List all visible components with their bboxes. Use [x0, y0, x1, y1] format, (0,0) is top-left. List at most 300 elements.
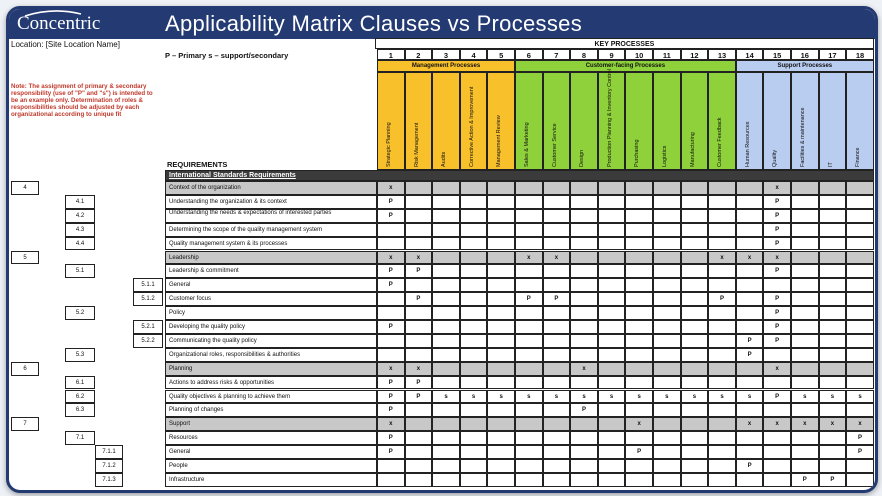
process-name: Quality: [772, 149, 779, 167]
matrix-cell: [598, 181, 626, 195]
matrix-cell: [487, 348, 515, 362]
responsibility-mark: P: [857, 449, 862, 456]
matrix-cell: [708, 278, 736, 292]
matrix-cell: [763, 473, 791, 487]
matrix-cell: [681, 223, 709, 237]
responsibility-mark: P: [775, 337, 780, 344]
matrix-cell: [460, 376, 488, 390]
matrix-cell: [708, 417, 736, 431]
responsibility-mark: x: [527, 254, 531, 261]
matrix-cell: [570, 320, 598, 334]
matrix-cell: [819, 195, 847, 209]
matrix-cell: [625, 278, 653, 292]
requirement-text: Determining the scope of the quality management system: [169, 226, 323, 233]
matrix-cell: [625, 209, 653, 223]
responsibility-mark: x: [747, 421, 752, 428]
matrix-cell: [598, 473, 626, 487]
matrix-cell: [598, 459, 626, 473]
process-name: Audits: [441, 151, 448, 167]
matrix-cell: [653, 209, 681, 223]
matrix-cell: [791, 223, 819, 237]
matrix-cell: [819, 431, 847, 445]
matrix-cell: [432, 403, 460, 417]
matrix-cell: [791, 195, 819, 209]
matrix-cell: [736, 237, 764, 251]
note-text: Note: The assignment of primary & secondary responsibility (use of "P" and "s") is intended to be an example only. Determination of roles & responsibilities should be adjusted by each organizational according to unique fit: [11, 83, 153, 118]
matrix-cell: [487, 417, 515, 431]
matrix-cell: [570, 431, 598, 445]
responsibility-mark: P: [775, 240, 780, 247]
matrix-cell: [708, 334, 736, 348]
matrix-cell: [625, 459, 653, 473]
matrix-cell: [432, 459, 460, 473]
responsibility-mark: P: [747, 351, 752, 358]
responsibility-mark: x: [389, 254, 393, 261]
matrix-cell: [377, 292, 405, 306]
matrix-cell: [736, 223, 764, 237]
process-number: 7: [554, 51, 559, 60]
matrix-cell: [460, 237, 488, 251]
matrix-cell: [819, 181, 847, 195]
responsibility-mark: x: [389, 365, 393, 372]
matrix-cell: [460, 292, 488, 306]
matrix-cell: [598, 431, 626, 445]
matrix-cell: [460, 473, 488, 487]
matrix-cell: [598, 195, 626, 209]
matrix-cell: [791, 431, 819, 445]
matrix-cell: [515, 237, 543, 251]
clause-number: 7.1: [75, 435, 85, 442]
responsibility-mark: P: [388, 379, 393, 386]
process-number: 15: [773, 51, 782, 60]
matrix-cell: [570, 209, 598, 223]
matrix-cell: [432, 195, 460, 209]
process-name: Strategic Planning: [386, 122, 392, 167]
matrix-cell: [791, 292, 819, 306]
responsibility-mark: s: [609, 393, 614, 400]
process-number: 4: [471, 51, 476, 60]
matrix-cell: [681, 278, 709, 292]
matrix-cell: [598, 306, 626, 320]
matrix-cell: [377, 237, 405, 251]
responsibility-mark: P: [581, 407, 586, 414]
matrix-cell: [791, 459, 819, 473]
responsibility-mark: P: [416, 379, 421, 386]
matrix-cell: [708, 181, 736, 195]
matrix-cell: [570, 417, 598, 431]
matrix-cell: [460, 459, 488, 473]
responsibility-mark: P: [388, 449, 393, 456]
matrix-cell: [377, 334, 405, 348]
matrix-cell: [515, 195, 543, 209]
requirement-text: Infrastructure: [169, 476, 205, 483]
responsibility-mark: P: [775, 198, 780, 205]
process-name: Facilities & maintenance: [800, 107, 806, 167]
clause-number: 4: [23, 185, 27, 191]
matrix-cell: [846, 306, 874, 320]
matrix-cell: [515, 445, 543, 459]
matrix-cell: [598, 237, 626, 251]
matrix-cell: [736, 264, 764, 278]
matrix-cell: [819, 348, 847, 362]
matrix-cell: [791, 376, 819, 390]
matrix-cell: [487, 362, 515, 376]
matrix-cell: [487, 209, 515, 223]
matrix-cell: [377, 473, 405, 487]
matrix-cell: [432, 348, 460, 362]
matrix-cell: [598, 445, 626, 459]
process-name: Management Review: [496, 115, 503, 167]
matrix-cell: [625, 306, 653, 320]
matrix-cell: [791, 445, 819, 459]
matrix-cell: [487, 320, 515, 334]
matrix-cell: [846, 292, 874, 306]
clause-number: 5.2: [75, 310, 85, 317]
matrix-cell: [515, 431, 543, 445]
responsibility-mark: P: [416, 296, 421, 303]
responsibility-mark: P: [775, 393, 780, 400]
matrix-cell: [681, 292, 709, 306]
matrix-cell: [515, 264, 543, 278]
matrix-cell: [460, 320, 488, 334]
responsibility-mark: P: [802, 476, 807, 483]
requirement-text: Context of the organization: [169, 185, 241, 191]
matrix-cell: [598, 223, 626, 237]
matrix-cell: [846, 209, 874, 223]
process-name: Manufacturing: [689, 132, 696, 167]
process-number: 18: [855, 51, 865, 60]
matrix-cell: [543, 195, 571, 209]
requirement-text: Understanding the needs & expectations of interested parties: [169, 209, 332, 216]
matrix-cell: [846, 181, 874, 195]
matrix-cell: [819, 223, 847, 237]
matrix-cell: [708, 445, 736, 459]
matrix-cell: [791, 403, 819, 417]
responsibility-mark: P: [388, 407, 393, 414]
matrix-cell: [625, 292, 653, 306]
matrix-cell: [460, 223, 488, 237]
matrix-cell: [515, 403, 543, 417]
responsibility-mark: x: [554, 254, 559, 261]
matrix-cell: [681, 431, 709, 445]
process-name: Human Resources: [744, 121, 751, 167]
matrix-cell: [653, 459, 681, 473]
matrix-cell: [460, 195, 488, 209]
matrix-cell: [763, 431, 791, 445]
matrix-cell: [543, 223, 571, 237]
matrix-cell: [432, 209, 460, 223]
responsibility-mark: s: [582, 393, 586, 400]
clause-number: 4.2: [75, 212, 85, 219]
matrix-cell: [625, 264, 653, 278]
process-number: 11: [662, 51, 671, 60]
matrix-cell: [377, 348, 405, 362]
matrix-cell: [377, 306, 405, 320]
matrix-cell: [570, 459, 598, 473]
matrix-cell: [570, 348, 598, 362]
process-number: 5: [499, 51, 504, 60]
clause-number: 7.1.1: [102, 449, 116, 456]
matrix-cell: [598, 264, 626, 278]
matrix-cell: [681, 181, 709, 195]
matrix-cell: [405, 181, 433, 195]
matrix-cell: [405, 445, 433, 459]
responsibility-mark: P: [416, 393, 421, 400]
requirement-text: Understanding the organization & its context: [169, 198, 287, 205]
responsibility-mark: s: [803, 393, 807, 400]
matrix-cell: [708, 237, 736, 251]
requirement-text: General: [169, 282, 191, 289]
location-label: Location: [Site Location Name]: [11, 40, 120, 49]
responsibility-mark: x: [775, 365, 779, 372]
matrix-cell: [598, 417, 626, 431]
legend-text: P – Primary s – support/secondary: [165, 51, 289, 60]
matrix-cell: [543, 403, 571, 417]
matrix-cell: [432, 445, 460, 459]
matrix-cell: [405, 237, 433, 251]
key-processes-label: KEY PROCESSES: [594, 41, 655, 48]
matrix-cell: [819, 320, 847, 334]
responsibility-mark: x: [389, 421, 393, 428]
matrix-cell: [432, 376, 460, 390]
matrix-cell: [763, 348, 791, 362]
matrix-cell: [405, 334, 433, 348]
matrix-cell: [681, 320, 709, 334]
matrix-cell: [432, 306, 460, 320]
matrix-cell: [543, 264, 571, 278]
matrix-cell: [515, 473, 543, 487]
matrix-cell: [570, 445, 598, 459]
responsibility-mark: s: [747, 393, 752, 400]
matrix-cell: [487, 292, 515, 306]
matrix-cell: [460, 334, 488, 348]
matrix-cell: [736, 306, 764, 320]
matrix-cell: [763, 403, 791, 417]
clause-number: 6.1: [75, 379, 85, 386]
process-number: 9: [609, 51, 614, 60]
matrix-cell: [487, 376, 515, 390]
matrix-cell: [432, 362, 460, 376]
matrix-cell: [653, 181, 681, 195]
matrix-cell: [708, 306, 736, 320]
matrix-cell: [653, 237, 681, 251]
matrix-cell: [819, 209, 847, 223]
responsibility-mark: x: [858, 421, 862, 428]
matrix-cell: [819, 403, 847, 417]
responsibility-mark: s: [720, 393, 724, 400]
matrix-cell: [598, 209, 626, 223]
requirement-text: Leadership & commitment: [169, 268, 239, 275]
responsibility-mark: x: [582, 365, 586, 372]
matrix-cell: [570, 237, 598, 251]
clause-number: 7.1.2: [102, 463, 116, 469]
matrix-cell: [736, 431, 764, 445]
matrix-cell: [487, 459, 515, 473]
requirement-text: General: [169, 449, 191, 456]
matrix-cell: [681, 459, 709, 473]
matrix-cell: [515, 181, 543, 195]
matrix-cell: [625, 473, 653, 487]
requirement-text: Leadership: [169, 254, 199, 261]
clause-number: 7: [23, 421, 27, 428]
matrix-cell: [570, 181, 598, 195]
responsibility-mark: s: [471, 393, 476, 400]
responsibility-mark: P: [416, 268, 421, 275]
responsibility-mark: x: [637, 421, 641, 428]
responsibility-mark: P: [775, 310, 780, 317]
responsibility-mark: x: [775, 254, 779, 261]
matrix-cell: [681, 306, 709, 320]
matrix-cell: [653, 195, 681, 209]
matrix-cell: [653, 334, 681, 348]
responsibility-mark: x: [747, 254, 752, 261]
matrix-cell: [543, 473, 571, 487]
matrix-cell: [432, 334, 460, 348]
matrix-cell: [625, 223, 653, 237]
matrix-cell: [846, 403, 874, 417]
responsibility-mark: P: [775, 212, 780, 219]
matrix-cell: [791, 209, 819, 223]
matrix-cell: [736, 320, 764, 334]
matrix-cell: [432, 237, 460, 251]
matrix-cell: [791, 320, 819, 334]
clause-number: 5.1.2: [141, 296, 155, 303]
responsibility-mark: x: [416, 254, 421, 261]
matrix-cell: [543, 237, 571, 251]
matrix-cell: [846, 459, 874, 473]
matrix-cell: [405, 278, 433, 292]
matrix-cell: [515, 348, 543, 362]
process-number: 10: [635, 51, 644, 60]
matrix-cell: [405, 403, 433, 417]
matrix-cell: [708, 264, 736, 278]
process-name-cell: [819, 72, 847, 170]
requirement-text: Planning: [169, 365, 193, 372]
clause-number: 4.4: [75, 240, 85, 247]
matrix-cell: [460, 278, 488, 292]
responsibility-mark: s: [637, 393, 641, 400]
matrix-cell: [791, 306, 819, 320]
matrix-cell: [460, 403, 488, 417]
matrix-cell: [598, 278, 626, 292]
matrix-cell: [708, 459, 736, 473]
applicability-matrix: [9, 39, 875, 489]
matrix-cell: [515, 278, 543, 292]
matrix-cell: [846, 320, 874, 334]
matrix-cell: [708, 403, 736, 417]
matrix-cell: [681, 334, 709, 348]
requirement-text: Resources: [169, 435, 198, 442]
header-banner: [9, 9, 875, 39]
matrix-cell: [625, 431, 653, 445]
matrix-cell: [819, 334, 847, 348]
matrix-cell: [819, 376, 847, 390]
matrix-cell: [515, 362, 543, 376]
matrix-cell: [819, 237, 847, 251]
process-number: 2: [416, 51, 421, 60]
matrix-cell: [460, 264, 488, 278]
matrix-cell: [377, 459, 405, 473]
process-number: 13: [717, 51, 727, 60]
matrix-cell: [736, 376, 764, 390]
matrix-cell: [653, 264, 681, 278]
responsibility-mark: P: [388, 282, 393, 289]
matrix-cell: [487, 251, 515, 265]
responsibility-mark: P: [775, 324, 780, 330]
matrix-cell: [708, 431, 736, 445]
responsibility-mark: P: [554, 296, 559, 303]
responsibility-mark: P: [388, 268, 393, 275]
matrix-cell: [653, 251, 681, 265]
requirement-text: Developing the quality policy: [169, 324, 246, 330]
process-number: 14: [745, 51, 754, 60]
matrix-cell: [736, 473, 764, 487]
matrix-cell: [708, 362, 736, 376]
matrix-cell: [543, 417, 571, 431]
matrix-cell: [515, 320, 543, 334]
matrix-cell: [405, 306, 433, 320]
responsibility-mark: x: [803, 421, 807, 428]
responsibility-mark: s: [858, 393, 862, 400]
matrix-cell: [432, 292, 460, 306]
matrix-cell: [653, 292, 681, 306]
matrix-cell: [819, 278, 847, 292]
requirement-text: Planning of changes: [169, 407, 224, 414]
process-number: 1: [388, 51, 393, 60]
matrix-cell: [487, 195, 515, 209]
matrix-cell: [515, 334, 543, 348]
clause-number: 5.2.2: [141, 337, 155, 344]
matrix-cell: [543, 376, 571, 390]
matrix-cell: [460, 181, 488, 195]
matrix-cell: [432, 431, 460, 445]
process-number: 3: [443, 51, 449, 60]
matrix-cell: [653, 362, 681, 376]
matrix-cell: [598, 320, 626, 334]
matrix-cell: [736, 445, 764, 459]
process-name: Customer Feedback: [717, 117, 724, 167]
process-name: Customer Service: [551, 123, 558, 167]
matrix-cell: [736, 362, 764, 376]
matrix-cell: [432, 181, 460, 195]
matrix-cell: [570, 278, 598, 292]
matrix-cell: [543, 181, 571, 195]
matrix-cell: [515, 376, 543, 390]
matrix-cell: [460, 417, 488, 431]
matrix-cell: [736, 278, 764, 292]
process-name: Sales & Marketing: [524, 122, 530, 167]
matrix-cell: [432, 417, 460, 431]
matrix-cell: [653, 445, 681, 459]
matrix-cell: [405, 417, 433, 431]
matrix-cell: [819, 251, 847, 265]
requirement-text: Customer focus: [169, 296, 212, 303]
matrix-cell: [543, 306, 571, 320]
matrix-cell: [460, 251, 488, 265]
matrix-cell: [405, 195, 433, 209]
matrix-cell: [653, 278, 681, 292]
matrix-cell: [681, 195, 709, 209]
matrix-cell: [515, 223, 543, 237]
matrix-cell: [543, 348, 571, 362]
matrix-cell: [625, 181, 653, 195]
requirement-text: Policy: [169, 310, 186, 317]
responsibility-mark: P: [388, 435, 393, 442]
responsibility-mark: P: [388, 198, 393, 205]
matrix-cell: [763, 278, 791, 292]
matrix-cell: [543, 431, 571, 445]
requirement-text: Communicating the quality policy: [169, 337, 257, 344]
